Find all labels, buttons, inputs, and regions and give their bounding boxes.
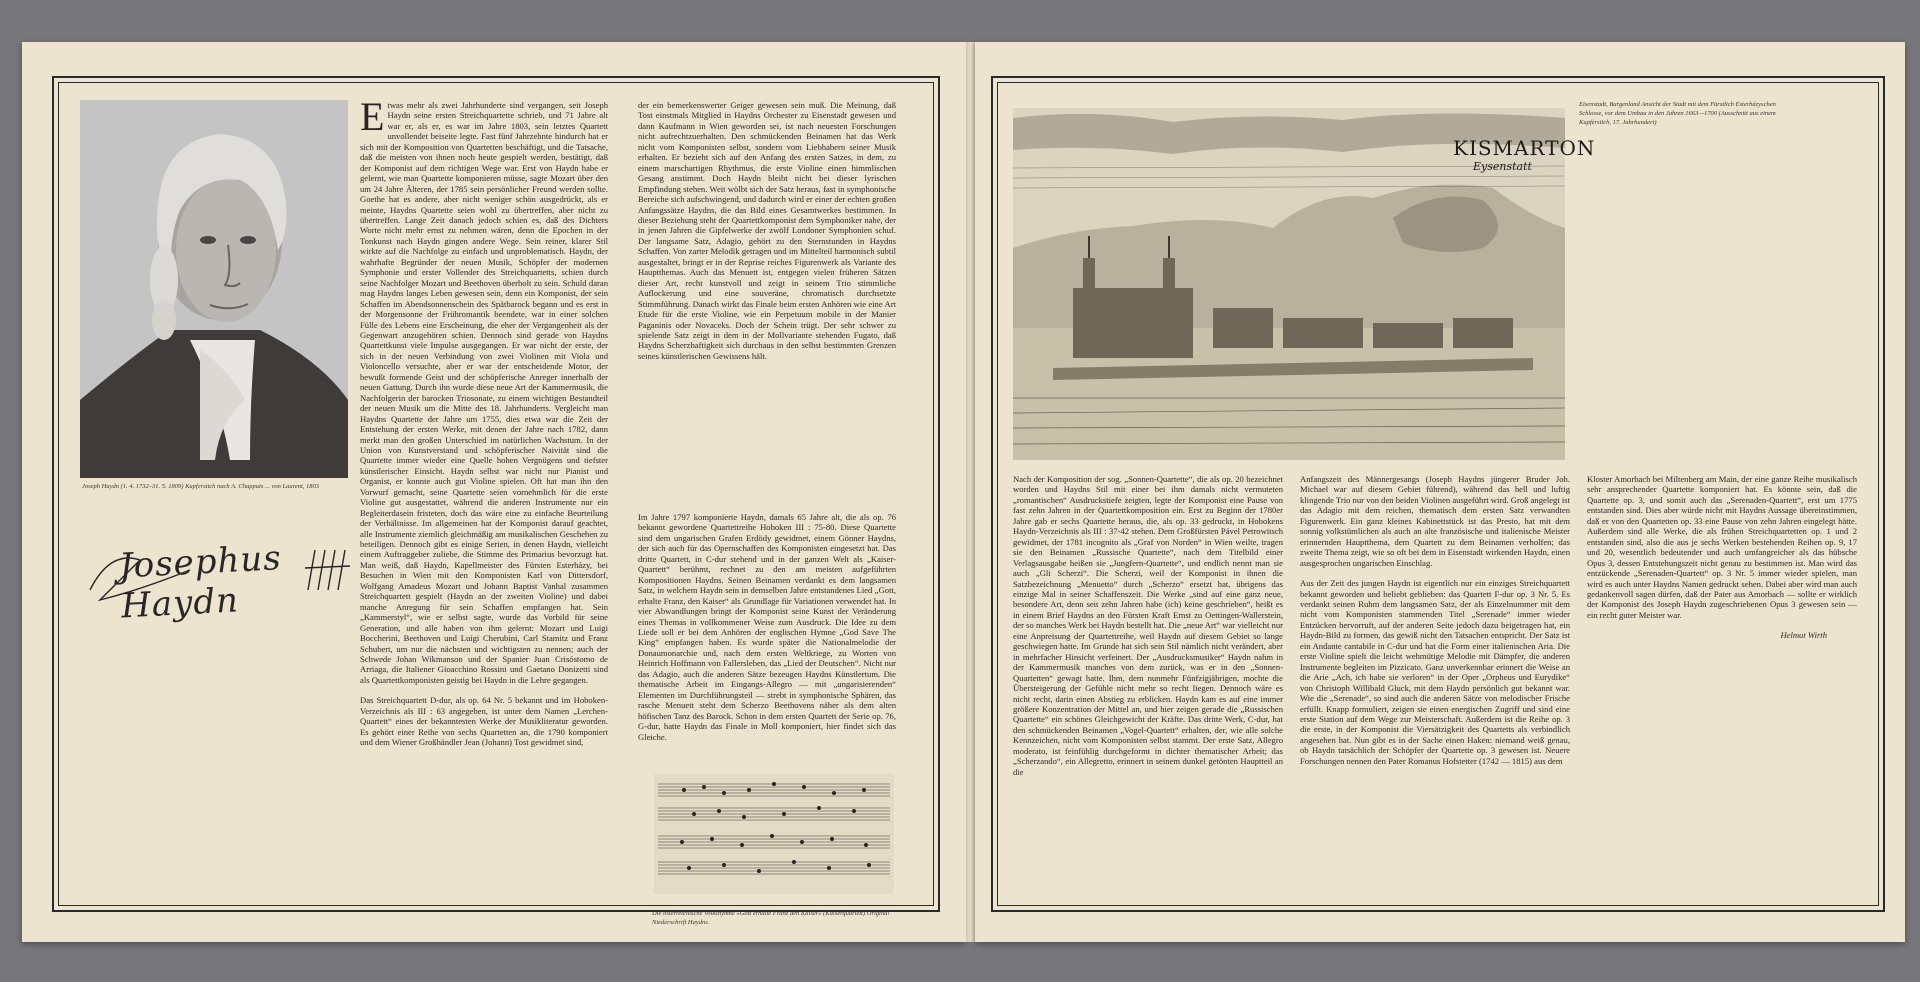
book-spine <box>966 42 975 942</box>
left-page <box>22 42 966 942</box>
article-column-4 <box>1013 474 1283 894</box>
paragraph: Nach der Komposition der sog. „Sonnen-Quartette“, die als op. 20 bezeichnet worden und Haydns Stil mit einer bei ihm damals nicht vermuteten „romantischen“ Ausdruckstiefe zeigten, legte der Komponist eine Pause von fast zehn Jahren in der Quartettkomposition ein. Erst zu Beginn der 1780er Jahre gab er sechs Quartette heraus, die, als op. 33 gedruckt, in Hobokens Haydn-Verzeichnis als III : 37-42 stehen. Dem Großfürsten Pável Petrowitsch gewidmet, der 1781 incognito als „Graf von Norden“ in Wien weilte, tragen sie den Beinamen „Russische Quartette“, nach dem Titelbild einer Verlagsausgabe heißen sie „Jungfern-Quartette“, und endlich nennt man sie auch „Gli Scherzi“. Die Scherzi, weil der Komponist in ihnen die Satzbezeichnung „Menuetto“ durch „Scherzo“ ersetzt hat, übrigens das einzige Mal in seiner Schaffenszeit. Die Werke „sind auf eine ganz neue, besondere Art, denn seit zehn Jahren habe (ich) keine geschrieben“, heißt es in einem Brief Haydns an den Fürsten Kraft Ernst zu Oettingen-Wallerstein, der so manches Werk bei Haydn bestellt hat. Die „neue Art“ war vielleicht nur eine Anpreisung der Quartettreihe, weil Haydn auf diesem Gebiet so lange geschwiegen hatte. Im Grunde hat sich sein Stil nämlich nicht verändert, aber in mehrfacher Hinsicht verfeinert. Der „Ausdrucksmusiker“ Haydn nahm in der Kammermusik manches von dem zurück, was er in den „Sonnen-Quartetten“ gewagt hatte. Ihm, dem nunmehr Fünfzigjährigen, mochte die Übersteigerung der Gefühle nicht mehr so recht liegen. Dennoch wäre es nicht recht, darin einen Abstieg zu erblicken. Haydn kam es auf eine immer größere Konzentration der Mittel an, und hier zeigen gerade die „Russischen Quartette“ ein schönes Gleichgewicht der Kräfte. Das dritte Werk, C-dur, hat den schmückenden Beinamen „Vogel-Quartett“ erhalten, der, wie alle solche Kennzeichen, nicht vom Komponisten selbst stammt. Der erste Satz, Allegro moderato, ist feinfühlig durchgeformt in dichter thematischer Arbeit; das „Scherzando“, ein Allegretto, erinnert in seinem dunkel getönten Hauptteil an die <box>1013 474 1283 777</box>
music-manuscript-image <box>654 774 894 894</box>
paragraph: Im Jahre 1797 komponierte Haydn, damals 65 Jahre alt, die als op. 76 bekannt gewordene Quartettreihe Hoboken III : 75-80. Diese Quartette sind dem ungarischen Grafen Erdödy gewidmet, einem Gönner Haydns, der sich auch für das Opernschaffen des Komponisten eingesetzt hat. Das dritte Quartett, in C-dur stehend und in der ganzen Welt als „Kaiser-Quartett“ berühmt, rechnet zu den am meisten aufgeführten Kompositionen Haydns. Seinen Beinamen verdankt es dem langsamen Satz, in welchem Haydn sein in demselben Jahre entstandenes Lied „Gott, erhalte Franz, den Kaiser“ als Grundlage für Variationen verwendet hat. In vier Abwandlungen bringt der Komponist seine Kunst der Veränderung eines Themas in vollkommener Weise zum Ausdruck. Die Idee zu dem Liede soll er bei dem Anhören der englischen Hymne „God Save The King“ empfangen haben. Es wurde später die Nationalmelodie der Donaumonarchie und, nach dem ersten Weltkriege, zu Worten von Heinrich Hoffmann von Fallersleben, das „Lied der Deutschen“. Nicht nur das Adagio, auch die anderen Sätze bezeugen Haydns Künstlertum. Die thematische Arbeit im Eingangs-Allegro — mit „ungarisierenden“ Elementen im Durchführungsteil — strebt in symphonische Sphären, das rasche Menuett steht dem Scherzo Beethovens näher als dem alten höfischen Tanz des Barock. Schon in dem ersten Quartett der Serie op. 76, G-dur, hatte Haydn das Finale in Moll komponiert, hier findet sich das Gleiche. <box>638 512 896 742</box>
engraving-title: KISMARTON <box>1453 136 1596 160</box>
paragraph: Kloster Amorbach bei Miltenberg am Main, der eine ganze Reihe musikalisch sehr ansprechender Quartette komponiert hat. Es könnte sein, daß die Quartette op. 3, und somit auch das „Serenaden-Quartett“, erst um 1775 entstanden sind. Dies aber würde nicht mit Haydns Aussage übereinstimmen, daß er von den Quartetten op. 33 eine Pause von zehn Jahren eingelegt hätte. Außerdem sind alle Werke, die als frühen Streichquartetten op. 1 und 2 entstanden sind, also die aus je sechs Werken bestehenden Reihen op. 9, 17 und 20, wesentlich bedeutender und auch umfangreicher als das hübsche Opus 3, dessen Entstehungszeit nicht genau zu bestimmen ist. Man wird das entzückende „Serenaden-Quartett“ op. 3 Nr. 5 immer wieder spielen, man wird es auch unter Haydns Namen gedruckt sehen. Dabei aber wird man auch gedankenvoll sagen dürfen, daß der Pater aus Amorbach — sollte er wirklich der Komponist des Joseph Haydn zugeschriebenen Opus 3 gewesen sein — ein recht guter Meister war. <box>1587 474 1857 620</box>
article-column-5 <box>1300 474 1570 894</box>
article-column-3 <box>638 512 896 764</box>
right-page <box>975 42 1905 942</box>
paragraph: Das Streichquartett D-dur, als op. 64 Nr. 5 bekannt und im Hoboken-Verzeichnis als III : 63 angegeben, ist unter dem Namen „Lerchen-Quartett“ eines der bekanntesten Werke der Musikliteratur geworden. Es gehört einer Reihe von sechs Quartetten an, die 1790 komponiert und dem Wiener Großhändler Jean (Johann) Tost gewidmet sind, <box>360 695 608 748</box>
author-name: Helmut Wirth <box>1780 630 1827 641</box>
score-caption: Die österreichische Volkshymne »Gott erhalte Franz den Kaiser« (Kaiserquartett) Original Niederschrift Haydns. <box>652 910 890 926</box>
paragraph: der ein bemerkenswerter Geiger gewesen sein muß. Die Meinung, daß Tost einstmals Mitglied in Haydns Orchester zu Eisenstadt gewesen und dann Kaufmann in Wien geworden sei, ist nach neuesten Forschungen nicht aufrechtzuerhalten. Den schmückenden Beinamen hat das Werk nicht vom Komponisten selbst, sondern vom Liebhabern seiner Musik erhalten. Er bezieht sich auf den Anfang des ersten Satzes, in dem, zu einem marschartigen Rhythmus, die erste Violine einen himmlischen Gesang anstimmt. Doch Haydn bleibt nicht bei dieser lyrischen Empfindung stehen. Weit wölbt sich der Satz heraus, fast in symphonische Bereiche sich aufschwingend, und dadurch wird er einer der echten großen Anfangssätze Haydns, die das Bild eines Gesamtwerkes bestimmen. In dieser Beziehung steht der Quartettkomponist dem Symphoniker nahe, der in jenen Jahren die Gipfelwerke der zwölf Londoner Symphonien schuf. Der langsame Satz, Adagio, gehört zu den Sternstunden in Haydns Schaffen. Von zarter Melodik getragen und im Mittelteil harmonisch subtil ausgestaltet, bringt er in der Reprise reiches Figurenwerk als Variante des Hauptthemas. Auch das Menuett ist, entgegen vielen früheren Sätzen dieser Art, recht kunstvoll und zeigt in seinem Trio stimmliche Auflockerung und eine souveräne, chromatisch durchsetzte Stimmführung. Danach wirkt das Finale beim ersten Anhören wie eine Art Etude für die erste Violine, wie ein Perpetuum mobile in der Manier Paganinis oder Novaceks. Doch der Schein trügt. Der sehr schwer zu spielende Satz zeigt in dem in der Mollvariante stehenden Fugato, daß Haydns Scherzhaftigkeit sich durchaus in den selbst bestimmten Grenzen seines künstlerischen Gewissens hält. <box>638 100 896 361</box>
engraving-caption: Eisenstadt, Burgenland Ansicht der Stadt mit dem Fürstlich Esterházyschen Schlosse, vor dem Umbau in den Jahren 1663—1700 (Ausschnitt aus einem Kupferstich, 17. Jahrhundert) <box>1579 101 1776 126</box>
article-column-6 <box>1587 474 1857 894</box>
paragraph-text: twas mehr als zwei Jahrhunderte sind vergangen, seit Joseph Haydn seine ersten Streichquartette schrieb, und 71 Jahre alt war er, als er, es war im Jahre 1803, sein letztes Quartett unvollendet beiseite legte. Fast fünf Jahrzehnte hindurch hat er sich mit der Komposition von Quartetten beschäftigt, und die Tatsache, daß die meisten von ihnen noch heute gespielt werden, bestätigt, daß der Komponist auf dem richtigen Wege war. Erst von Haydn habe er gelernt, wie man Quartette komponieren müsse, sagte Mozart über den um 24 Jahre Älteren, der 1785 sein persönlicher Freund werden sollte. Goethe hat es andere, aber nicht weniger schön ausgedrückt, als er meinte, Haydns Quartette seien wohl zu übertreffen, aber nicht zu übertreffen. Lange Zeit danach jedoch schien es, daß des Dichters Worte nicht mehr ernst zu nehmen wären, denn die Epochen in der Tonkunst nach Haydn gingen andere Wege. Sein reiner, klarer Stil wirkte auf die Nachfolge zu einfach und unproblematisch. Haydn, der wahrhafte Begründer der neuen Musik, Schöpfer der modernen Symphonie und erster Vollender des Streichquartetts, schien durch seine Nachfolger Mozart und Beethoven überholt zu sein. Schuld daran mag Haydns langes Leben gewesen sein, denn ein Komponist, der sein Schaffen im Abendsonnenschein des Spätbarock begann und es erst in der Morgensonne der Frühromantik beendete, war in einer solchen Fülle des Lebens eine Erscheinung, die eher der Vergangenheit als der Gegenwart anzugehören schien. Dennoch sind gerade von Haydns Quartettkunst viele Impulse ausgegangen. Er war nicht der erste, der sich in der neuen Verbindung von zwei Violinen mit Viola und Violoncello versuchte, aber er war der entscheidende Motor, der bewußt formende Geist und der schöpferische Anreger innerhalb der neuen Gattung. Durch ihn wurde diese neue Art der Kammermusik, die Nachfolgerin der barocken Triosonate, zu einem wichtigen Bestandteil der neuen Musik um die Mitte des 18. Jahrhunderts. Vergleicht man Haydns Quartette der Jahre um 1755, dies etwa war die Zeit der Entstehung der ersten Werke, mit denen der Jahre nach 1782, dann merkt man den großen Unterschied im natürlichen Wachstum. In der Union von Kunstverstand und schöpferischer Naivität sind die Quartette immer wieder eine Quelle hohen Vergnügens und tiefster künstlerischer Einsicht. Haydn selbst war nicht nur Pianist und Organist, er konnte auch gut Violine spielen. Oft hat man ihn den Vorwurf gemacht, seine Quartette seien vornehmlich für die erste Violine gut ausgestattet, während die anderen Instrumente nur ein Begleiterdasein fristeten, doch das wäre eine zu einfache Beurteilung der Verhältnisse. Im allgemeinen hat der Komponist darauf geachtet, alle Instrumente ziemlich gleichmäßig am musikalischen Geschehen zu beteiligen. Dennoch gibt es einige Serien, in denen Haydn, vielleicht einem Auftraggeber zuliebe, die Stimme des Primarius bevorzugt hat. Man weiß, daß Haydn, Kapellmeister des Fürsten Esterházy, bei Besuchen in Wien mit den Komponisten Karl von Dittersdorf, Wolfgang Amadeus Mozart und Johann Baptist Vanhal zusammen Streichquartett gespielt (Haydn an der zweiten Violine) und dabei manche Anregung für sein Schaffen empfangen hat. Sein „Kammerstyl“, wie er selbst sagte, wurde das Vorbild für seine Generation, und alle haben von ihm gelernt: Mozart und Luigi Boccherini, Beethoven und Luigi Cherubini, Carl Stamitz und Franz Schubert, um nur die nächsten und wichtigsten zu nennen; auch der Schwede Johan Wikmanson und der Spanier Juan Crisóstomo de Arriaga, die Italiener Gioacchino Rossini und Gaetano Donizetti sind als Quartettkomponisten geistig bei Haydn in die Lehre gegangen. <box>360 100 608 685</box>
paragraph: Anfangszeit des Männergesangs (Joseph Haydns jüngerer Bruder Joh. Michael war auf diesem Gebiet führend), während das hell und luftig klingende Trio nur von den beiden Violinen ausgeführt wird. Groß angelegt ist das Adagio mit dem reichen, thematisch dem ersten Satz verwandten Figurenwerk. Ein ganz kleines Kabinettstück ist das Presto, hat mit dem sonnig volkstümlichen als auch an alte französische und italienische Meister erinnernden Hauptthema, dem Quartett zu dem Beinamen verholfen; das zweite Thema zeigt, wie so oft bei dem in Eisenstadt wirkenden Haydn, einen ausgesprochen ungarischen Einschlag. <box>1300 474 1570 568</box>
haydn-portrait <box>80 100 348 478</box>
article-column-1 <box>360 100 608 880</box>
engraving-subtitle: Eysenstatt <box>1473 160 1532 173</box>
haydn-signature <box>80 520 370 627</box>
drop-cap: E <box>360 100 385 139</box>
portrait-caption: Joseph Haydn (1. 4. 1732–31. 5. 1809) Kupferstich nach A. Chappuis ... von Laurent, 1803 <box>82 483 320 490</box>
signature-text: Josephus Haydn <box>118 538 283 627</box>
article-column-2 <box>638 100 896 498</box>
paragraph: Aus der Zeit des jungen Haydn ist eigentlich nur ein einziges Streichquartett bekannt geworden und beliebt geblieben: das Quartett F-dur op. 3 Nr. 5. Es verdankt seinen Ruhm dem langsamen Satz, der als Einzelnummer mit dem nicht vom Komponisten stammenden Titel „Serenade“ immer wieder Entzücken hervorruft, auf der anderen Seite jedoch dazu beigetragen hat, ein Haydn-Bild zu formen, das gewiß nicht den Tatsachen entspricht. Der Satz ist ein Andante cantabile in C-dur und hat die Form einer italienischen Aria. Die erste Violine spielt die leicht wehmütige Melodie mit Dämpfer, die anderen Instrumente begleiten im Pizzicato. Ganz unverkennbar erinnert die Weise an die Arie „Ach, ich habe sie verloren“ in der Oper „Orpheus und Eurydike“ von Christoph Willibald Gluck, mit dem Haydn persönlich gut bekannt war. Wie die „Serenade“, so sind auch die anderen Sätze von melodischer Frische erfüllt. Knapp formuliert, zeigen sie einen energischen Zugriff und sind eine erste Station auf dem Wege zur Meisterschaft. Außerdem ist die Reihe op. 3 die erste, in der Komponist die Viersätzigkeit des Quartetts als verbindlich angesehen hat. Nun gibt es in der Sache einen Haken: niemand weiß genau, ob Haydn tatsächlich der Schöpfer der Quartette op. 3 gewesen ist. Neuere Forschungen nennen den Pater Romanus Hofstetter (1742 — 1815) aus dem <box>1300 578 1570 766</box>
paragraph <box>360 100 608 685</box>
